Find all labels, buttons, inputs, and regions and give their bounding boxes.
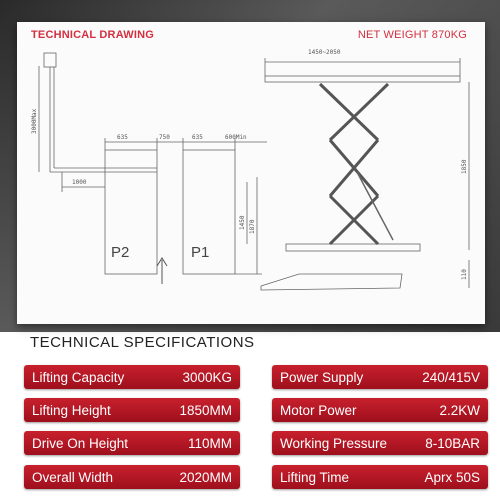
spec-label: Motor Power	[280, 402, 357, 418]
dim-750: 750	[159, 134, 170, 141]
dim-1870: 1870	[249, 219, 256, 234]
technical-drawing-sheet	[17, 22, 485, 324]
dim-110: 110	[461, 269, 468, 280]
spec-value: 1850MM	[179, 402, 232, 418]
ramp-shape	[261, 274, 402, 290]
spec-value: 110MM	[187, 435, 232, 451]
spec-value: 2.2KW	[439, 402, 480, 418]
platform-top-shape	[265, 76, 460, 82]
spec-label: Lifting Capacity	[32, 369, 125, 385]
spec-power-supply	[272, 365, 488, 389]
base-shape	[286, 244, 420, 251]
lift-drawing	[17, 22, 485, 324]
specs-title: TECHNICAL SPECIFICATIONS	[30, 334, 255, 351]
spec-lifting-capacity	[24, 365, 240, 389]
spec-label: Power Supply	[280, 369, 364, 385]
label-p2: P2	[111, 244, 130, 261]
dim-width-range: 1450~2050	[308, 49, 341, 56]
spec-working-pressure	[272, 431, 488, 455]
spec-value: 240/415V	[422, 369, 480, 385]
dim-600min: 600Min	[225, 134, 247, 141]
net-weight: NET WEIGHT 870KG	[357, 29, 467, 41]
spec-value: 3000KG	[182, 369, 232, 385]
dim-3000max: 3000Max	[31, 108, 38, 134]
dim-1850: 1850	[461, 159, 468, 174]
spec-lifting-height	[24, 398, 240, 422]
spec-value: 8-10BAR	[425, 435, 480, 451]
spec-label: Drive On Height	[32, 435, 129, 451]
dim-1450: 1450	[239, 215, 246, 230]
spec-label: Lifting Height	[32, 402, 111, 418]
spec-label: Overall Width	[32, 469, 114, 485]
label-p1: P1	[191, 244, 210, 261]
spec-drive-on-height	[24, 431, 240, 455]
dim-635-left: 635	[117, 134, 128, 141]
drawing-title: TECHNICAL DRAWING	[31, 29, 154, 41]
spec-value: Aprx 50S	[424, 469, 480, 485]
control-box-shape	[44, 53, 56, 67]
spec-lifting-time	[272, 465, 488, 489]
spec-label: Working Pressure	[280, 435, 388, 451]
spec-motor-power	[272, 398, 488, 422]
dim-1000: 1000	[72, 179, 87, 186]
spec-value: 2020MM	[179, 469, 232, 485]
dim-635-right: 635	[192, 134, 203, 141]
spec-overall-width	[24, 465, 240, 489]
direction-arrow-icon	[157, 258, 167, 284]
spec-label: Lifting Time	[280, 469, 350, 485]
